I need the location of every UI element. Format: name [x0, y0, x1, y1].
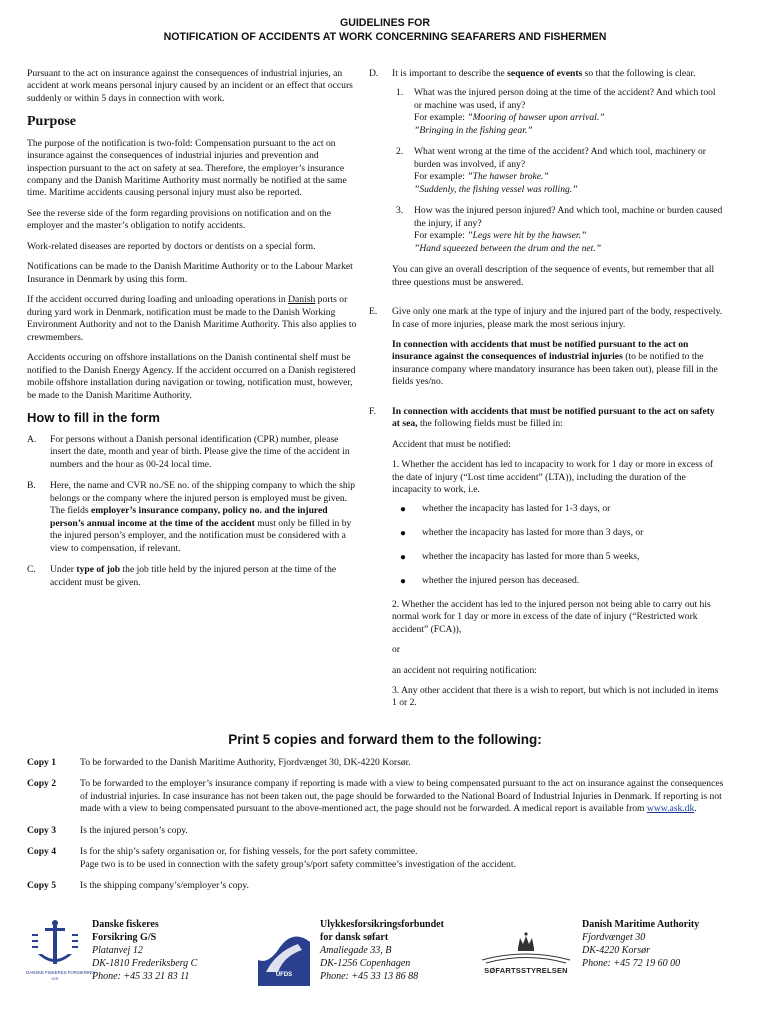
org-ufds-address-1: Amaliegade 33, B — [320, 945, 392, 956]
question-3-example-text-1: ”Legs were hit by the hawser.” — [467, 230, 587, 242]
purpose-paragraph-3: Work-related diseases are reported by doctors or dentists on a special form. — [27, 240, 316, 252]
item-d-pre: It is important to describe the — [392, 68, 508, 79]
list-item-text: whether the incapacity has lasted for more than 3 days, or — [422, 526, 644, 538]
list-item — [392, 551, 725, 564]
bullet-icon: ● — [400, 551, 407, 563]
title-line-2: NOTIFICATION OF ACCIDENTS AT WORK CONCERNING SEAFARERS AND FISHERMEN — [163, 31, 607, 44]
notify-heading: Accident that must be notified: — [392, 438, 511, 450]
purpose-paragraph-2: See the reverse side of the form regarding provisions on notification and on the employer and the master’s obligation to notify accidents. — [27, 207, 331, 232]
org-dma-phone: Phone: +45 72 19 60 00 — [582, 958, 681, 969]
copy-2-text — [80, 778, 727, 815]
dma-logo-text: SØFARTSSTYRELSEN — [484, 966, 568, 975]
item-a — [27, 434, 359, 471]
item-d-post: so that the following is clear. — [582, 68, 696, 79]
anchor-logo-icon — [26, 920, 84, 970]
item-d-text — [392, 68, 725, 80]
question-2-body — [414, 146, 725, 196]
offshore-paragraph: Accidents occuring on offshore installations on the Danish continental shelf must be notified to the Danish Energy Agency. If the accident occurred on a Danish registered mobile offshore installation during navigation or towing, notification must, however, be made to the Danish Maritime Authority. — [27, 352, 356, 401]
item-c — [27, 564, 359, 589]
org-dma — [582, 918, 699, 970]
question-1-number: 1. — [396, 87, 404, 99]
or-text: or — [392, 644, 400, 656]
item-f-bold: In connection with accidents that must be notified pursuant to the act on safety at sea, — [392, 405, 715, 430]
incapacity-list — [392, 503, 725, 588]
question-3-example-1 — [414, 230, 725, 242]
org-dff-phone: Phone: +45 33 21 83 11 — [92, 971, 190, 982]
org-ufds-phone: Phone: +45 33 13 86 88 — [320, 971, 419, 982]
title-line-1: GUIDELINES FOR — [339, 17, 431, 29]
question-3-example-2: ”Hand squeezed between the drum and the net.” — [414, 242, 602, 254]
question-2-example-2: ”Suddenly, the fishing vessel was rolling.” — [414, 183, 578, 195]
copy-2-body: To be forwarded to the employer’s insurance company if reporting is made with a view to being compensated pursuant to the act on insurance against the consequences of industrial injuries. In case insurance has not been taken out, the page should be forwarded to the National Board of Industrial Injuries in Denmark. If reporting is not made with a view to being compensated pursuant to the above-mentioned act, the page should not be forwarded. A medical report is available from — [80, 778, 724, 815]
loading-text-post: ports or during yard work in Denmark, notification must be made to the Danish Working Environment Authority and not to the Danish Maritime Authority. This also applies to crewmembers. — [27, 294, 357, 343]
item-d-label: D. — [369, 68, 379, 79]
crown-logo-icon — [480, 930, 572, 966]
item-c-bold: type of job — [76, 564, 121, 576]
question-1-example-2: ”Bringing in the fishing gear.” — [414, 124, 533, 136]
org-dff-address-2: DK-1810 Frederiksberg C — [92, 958, 198, 969]
item-e — [369, 306, 725, 397]
loading-text-pre: If the accident occurred during loading and unloading operations in — [27, 294, 289, 306]
footer — [0, 918, 770, 988]
org-dff-address-1: Platanvej 12 — [92, 945, 143, 956]
ask-link[interactable]: www.ask.dk — [646, 803, 695, 815]
item-b-bold: employer’s insurance company, policy no. and the injured person’s annual income at the time of the accident — [50, 505, 328, 529]
item-b-text — [50, 480, 359, 555]
item-c-pre: Under — [50, 564, 77, 576]
item-f-body — [392, 406, 725, 718]
question-3 — [392, 205, 725, 255]
purpose-paragraph-1: The purpose of the notification is two-fold: Compensation pursuant to the act on insurance against the consequences of industrial injuries and prevention and inspection pursuant to the act on safety at sea. Therefore, the employer’s insurance company and the Danish Maritime Authority must normally be notified at the same time. Maritime accidents causing personal injury must also be reported. — [27, 137, 347, 199]
copy-4-text — [80, 846, 727, 871]
list-item — [392, 527, 725, 540]
dff-logo — [26, 920, 95, 984]
org-dff — [92, 918, 197, 983]
question-3-example-label: For example: — [414, 230, 468, 242]
copy-1-text: To be forwarded to the Danish Maritime Authority, Fjordvænget 30, DK-4220 Korsør. — [80, 757, 411, 768]
question-1-example-1 — [414, 112, 725, 124]
fill-form-heading: How to fill in the form — [27, 410, 160, 426]
overall-description: You can give an overall description of the sequence of events, but remember that all three questions must be answered. — [392, 264, 715, 288]
copy-4-line-1: Is for the ship’s safety organisation or, for fishing vessels, for the port safety committee. — [80, 846, 418, 858]
bullet-icon: ● — [400, 503, 407, 515]
dff-logo-text: DANSKE FISKERES FORSIKRING — [26, 970, 95, 975]
purpose-heading: Purpose — [27, 114, 76, 130]
copy-3 — [27, 825, 727, 837]
list-item-text: whether the injured person has deceased. — [422, 574, 580, 586]
ufds-logo — [258, 920, 310, 986]
item-e-post: (to be notified to the insurance company where mandatory insurance has been taken out), please fill in the fields yes/no. — [392, 351, 718, 388]
org-ufds-address-2: DK-1256 Copenhagen — [320, 958, 411, 969]
question-1-example-label: For example: — [414, 112, 468, 124]
notify-point-2: 2. Whether the accident has led to the injured person not being able to carry out his normal work for 1 day or more in excess of the date of injury (“Restricted work accident” (FCA)), — [392, 598, 711, 635]
ufds-logo-icon — [258, 920, 310, 972]
question-2-number: 2. — [396, 146, 404, 158]
loading-text-danish: Danish — [288, 294, 316, 306]
org-dma-address-1: Fjordvænget 30 — [582, 932, 646, 943]
copy-1 — [27, 757, 727, 769]
item-f — [369, 406, 725, 718]
print-copies-heading: Print 5 copies and forward them to the following: — [228, 732, 542, 747]
list-item — [392, 575, 725, 588]
item-e-text: Give only one mark at the type of injury and the injured part of the body, respectively. In case of more injuries, please mark the most serious injury. — [392, 306, 723, 330]
org-dff-name-1: Danske fiskeres — [92, 919, 159, 930]
list-item-text: whether the incapacity has lasted for 1-3 days, or — [422, 502, 611, 514]
question-2 — [392, 146, 725, 196]
item-d — [369, 68, 725, 297]
item-c-post: the job title held by the injured person at the time of the accident must be given. — [50, 564, 337, 588]
question-3-body — [414, 205, 725, 255]
loading-paragraph — [27, 294, 359, 344]
item-b-pre: Here, the name and CVR no./SE no. of the shipping company to which the ship belongs or the company where the injured person is employed must be given. The fields — [50, 480, 356, 517]
question-2-text: What went wrong at the time of the accident? And which tool, machinery or burden was involved, if any? — [414, 146, 706, 170]
question-1-example-text-1: ”Mooring of hawser upon arrival.” — [467, 112, 605, 124]
question-1-text: What was the injured person doing at the time of the accident? And which tool or machine was used, if any? — [414, 87, 716, 111]
list-item — [392, 503, 725, 516]
item-e-label: E. — [369, 306, 378, 318]
item-c-label: C. — [27, 564, 36, 576]
item-b-post: must only be filled in by the injured person’s employer, and the notification must be considered with a view to compensation, if relevant. — [50, 517, 352, 554]
org-dma-name: Danish Maritime Authority — [582, 919, 700, 930]
item-d-bold: sequence of events — [507, 68, 583, 79]
question-1 — [392, 87, 725, 137]
bullet-icon: ● — [400, 527, 407, 539]
item-e-insurance-note — [392, 339, 725, 389]
item-f-label: F. — [369, 405, 376, 417]
copy-5-text: Is the shipping company’s/employer’s copy. — [80, 880, 249, 892]
org-ufds — [320, 918, 444, 983]
copy-1-label: Copy 1 — [27, 757, 57, 768]
question-1-body — [414, 87, 725, 137]
org-dff-name-2: Forsikring G/S — [92, 932, 157, 943]
document-title — [0, 16, 770, 45]
item-f-intro — [392, 406, 725, 431]
not-requiring-heading: an accident not requiring notification: — [392, 664, 537, 676]
bullet-icon: ● — [400, 575, 407, 587]
org-ufds-name-2: for dansk søfart — [320, 932, 389, 943]
copies-list — [27, 757, 727, 902]
left-column — [27, 68, 359, 598]
item-b-label: B. — [27, 480, 36, 492]
copy-5 — [27, 880, 727, 892]
copy-2-tail: . — [694, 803, 697, 815]
item-e-bold: In connection with accidents that must be notified pursuant to the act on insurance against the consequences of industrial injuries — [392, 338, 689, 363]
item-a-text: For persons without a Danish personal identification (CPR) number, please insert the date, month and year of birth. Please give the time of the accident in numbers and the hour as 00-24 local time. — [50, 433, 350, 470]
item-a-label: A. — [27, 433, 37, 445]
question-2-example-text-1: ”The hawser broke.” — [467, 171, 549, 183]
right-column — [369, 68, 725, 727]
question-2-example-1 — [414, 171, 725, 183]
item-c-text — [50, 564, 359, 589]
copy-2 — [27, 778, 727, 815]
copy-2-label: Copy 2 — [27, 778, 57, 790]
list-item-text: whether the incapacity has lasted for more than 5 weeks, — [422, 550, 640, 562]
copy-3-label: Copy 3 — [27, 824, 57, 836]
item-b — [27, 480, 359, 555]
item-f-post: the following fields must be filled in: — [417, 418, 563, 430]
question-3-number: 3. — [396, 205, 404, 217]
notify-point-3: 3. Any other accident that there is a wish to report, but which is not included in items 1 or 2. — [392, 685, 719, 709]
copy-4-label: Copy 4 — [27, 846, 57, 858]
copy-5-label: Copy 5 — [27, 880, 57, 892]
copy-4-line-2: Page two is to be used in connection with the safety group’s/port safety committee’s investigation of the accident. — [80, 858, 516, 870]
item-e-body — [392, 306, 725, 397]
org-ufds-name-1: Ulykkesforsikringsforbundet — [320, 919, 444, 930]
dma-logo — [480, 930, 572, 980]
ufds-logo-text: UFDS — [275, 972, 293, 978]
copy-4 — [27, 846, 727, 871]
item-d-body — [392, 68, 725, 297]
purpose-paragraph-4: Notifications can be made to the Danish Maritime Authority or to the Labour Market Insurance in Denmark by using this form. — [27, 261, 353, 285]
question-2-example-label: For example: — [414, 171, 468, 183]
copy-3-text: Is the injured person’s copy. — [80, 824, 188, 836]
org-dma-address-2: DK-4220 Korsør — [582, 945, 651, 956]
intro-paragraph: Pursuant to the act on insurance against the consequences of industrial injuries, an accident at work means personal injury caused by an incident or an effect that occurs suddenly or within 5 days in connection with work. — [27, 68, 353, 104]
notify-point-1: 1. Whether the accident has led to incapacity to work for 1 day or more in excess of the date of injury (“Lost time accident” (LTA)), including the duration of the incapacity to work, i.e. — [392, 459, 714, 496]
dff-logo-subtext: G/S — [51, 975, 59, 981]
question-3-text: How was the injured person injured? And which tool, machine or burden caused the injury, if any? — [414, 205, 723, 229]
